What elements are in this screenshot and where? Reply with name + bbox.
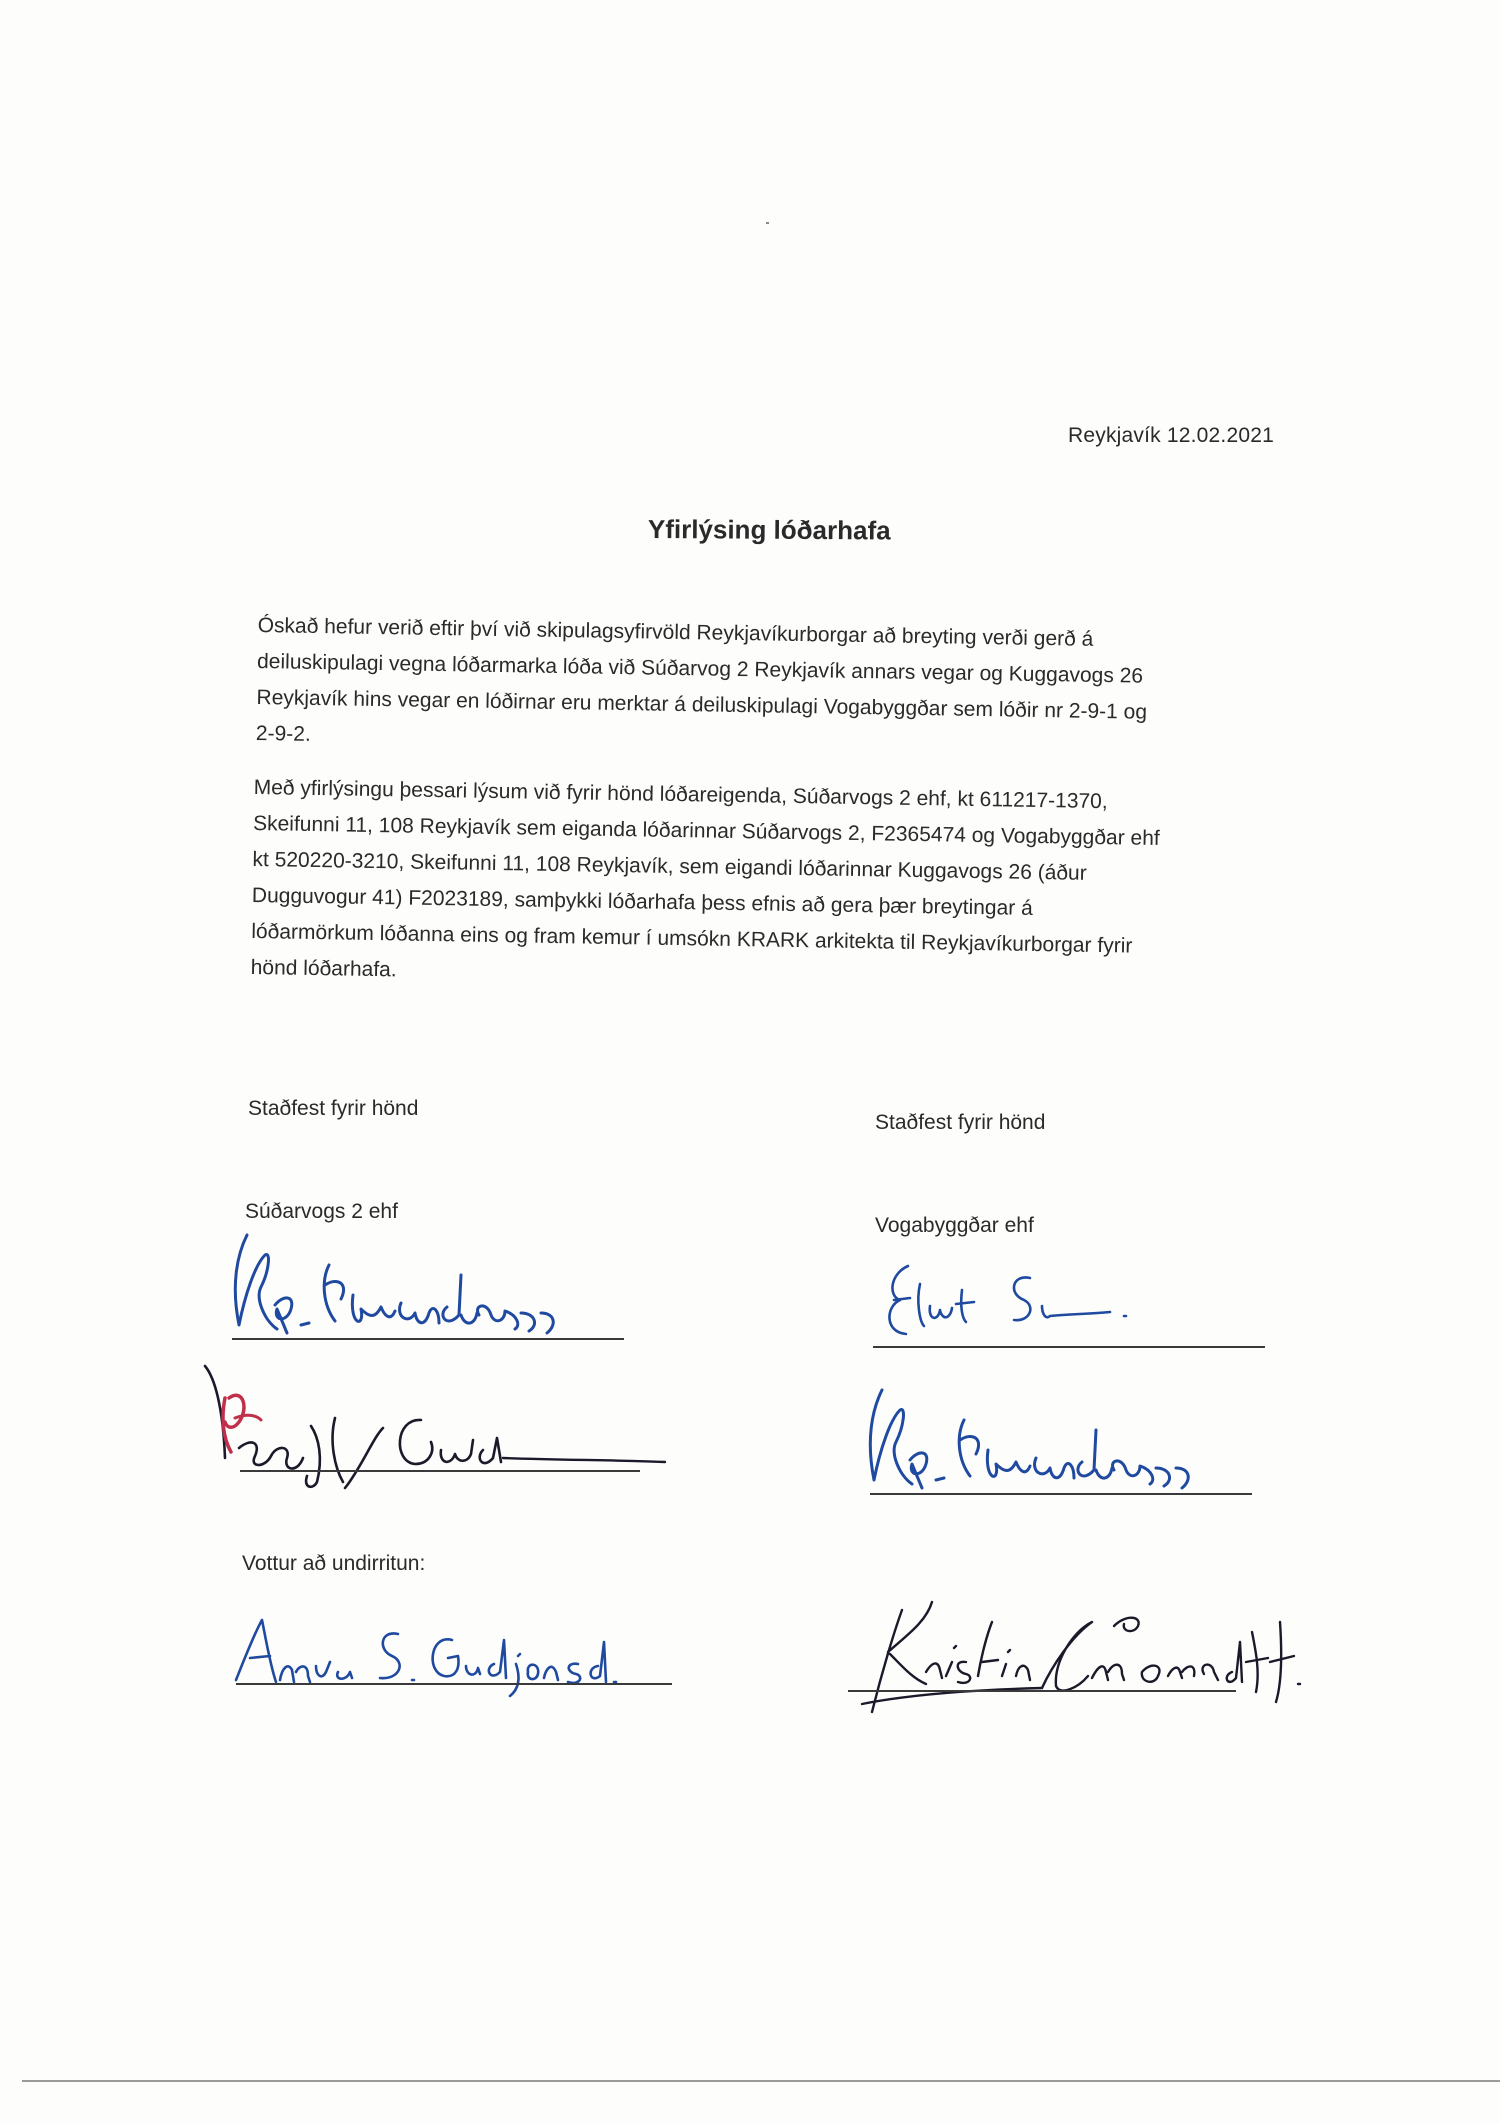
paragraph-line: kt 520220-3210, Skeifunni 11, 108 Reykjavík, sem eigandi lóðarinnar Kuggavogs 26 (áður <box>252 847 1087 885</box>
paragraph-line: lóðarmörkum lóðanna eins og fram kemur í umsókn KRARK arkitekta til Reykjavíkurborgar fyrir <box>251 919 1133 958</box>
witness-label: Vottur að undirritun: <box>242 1552 426 1575</box>
witness-signature-2-line <box>848 1690 1236 1692</box>
paragraph-line: deiluskipulagi vegna lóðarmarka lóða við Súðarvog 2 Reykjavík annars vegar og Kuggavogs 26 <box>256 649 1144 688</box>
witness-signature-2 <box>842 1592 1342 1722</box>
left-company-name: Súðarvogs 2 ehf <box>245 1200 398 1223</box>
paragraph-line: Með yfirlýsingu þessari lýsum við fyrir hönd lóðareigenda, Súðarvogs 2 ehf, kt 611217-1370, <box>253 775 1108 814</box>
right-confirm-label: Staðfest fyrir hönd <box>875 1111 1046 1134</box>
witness-signature-1-line <box>236 1683 672 1685</box>
paragraph-line: Dugguvogur 41) F2023189, samþykki lóðarhafa þess efnis að gera þær breytingar á <box>251 883 1033 920</box>
left-signature-1 <box>225 1225 565 1345</box>
right-signature-2-line <box>870 1493 1252 1495</box>
paragraph-line: Skeifunni 11, 108 Reykjavík sem eiganda lóðarinnar Súðarvogs 2, F2365474 og Vogabyggðar ehf <box>252 811 1160 851</box>
scan-speck <box>766 222 769 224</box>
paragraph-request <box>256 608 1149 767</box>
paragraph-line: hönd lóðarhafa. <box>250 955 397 982</box>
document-title: Yfirlýsing lóðarhafa <box>647 514 891 546</box>
paragraph-line: Reykjavík hins vegar en lóðirnar eru merktar á deiluskipulagi Vogabyggðar sem lóðir nr 2-9-1 og <box>256 685 1148 724</box>
paragraph-consent <box>250 770 1160 1001</box>
left-confirm-label: Staðfest fyrir hönd <box>248 1097 419 1120</box>
paragraph-line: Óskað hefur verið eftir því við skipulagsyfirvöld Reykjavíkurborgar að breyting verði gerð á <box>257 613 1094 651</box>
left-signature-2 <box>195 1358 675 1518</box>
left-signature-2-line <box>240 1470 640 1472</box>
right-company-name: Vogabyggðar ehf <box>875 1214 1034 1237</box>
right-signature-1 <box>880 1256 1140 1346</box>
document-date: Reykjavík 12.02.2021 <box>1068 424 1274 447</box>
right-signature-1-line <box>873 1346 1265 1348</box>
witness-signature-1 <box>230 1610 630 1700</box>
page-bottom-rule <box>22 2080 1500 2082</box>
left-signature-1-line <box>232 1338 624 1340</box>
paragraph-line: 2-9-2. <box>255 721 311 746</box>
right-signature-2 <box>860 1380 1200 1500</box>
